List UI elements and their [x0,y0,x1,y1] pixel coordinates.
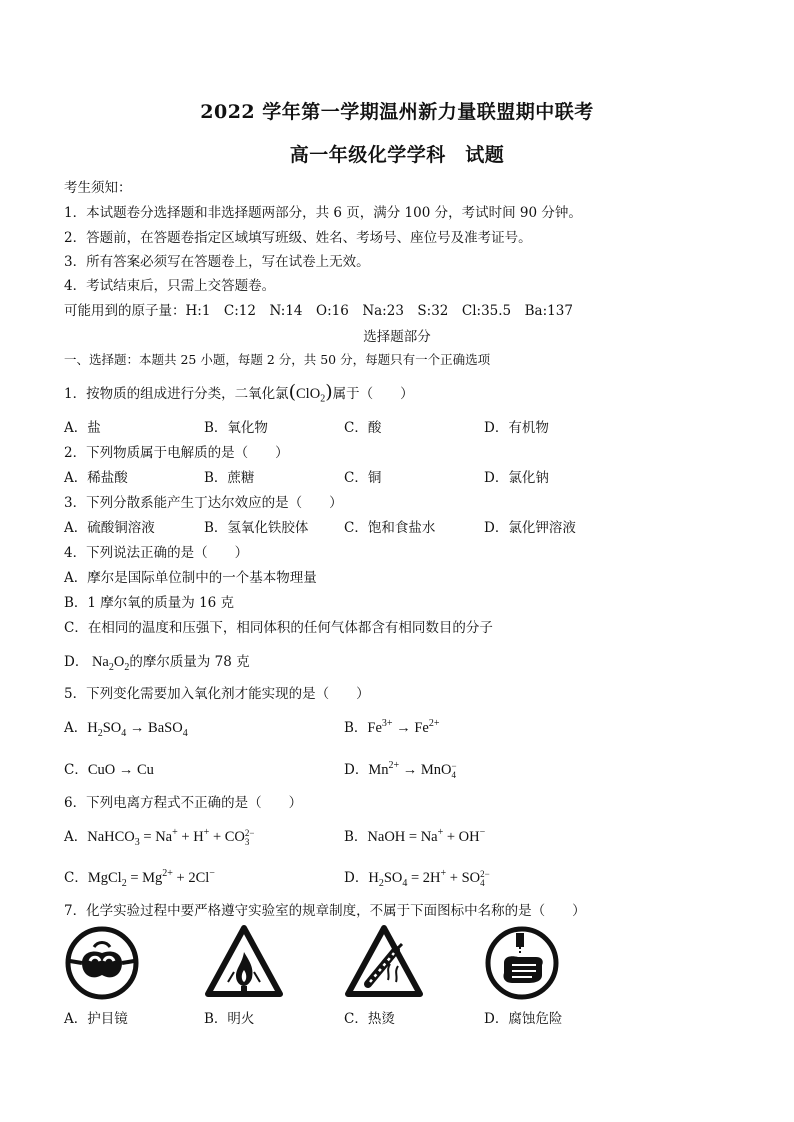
option-c: C．热烫 [344,1011,395,1027]
option-b: B．氧化物 [204,420,268,436]
hot-surface-icon [344,922,424,1002]
section-intro: 一、选择题：本题共 25 小题，每题 2 分，共 50 分，每题只有一个正确选项 [64,352,491,367]
option-d: D．$Mn^{2+}$ → MnO − 4 [344,760,457,780]
option-b: B．NaOH = Na+ + OH− [344,827,486,845]
open-flame-icon [204,922,284,1002]
atomic-masses: 可能用到的原子量：H:1 C:12 N:14 O:16 Na:23 S:32 Cl:35.5 Ba:137 [64,303,573,319]
goggles-icon [64,925,140,1001]
option-a: A．$H_2SO_4$ → BaSO$_4$ [64,720,188,739]
question-6-stem: 6．下列电离方程式不正确的是（ ） [64,795,303,811]
option-c: C．铜 [344,470,382,486]
question-1-stem: 1．按物质的组成进行分类，二氧化氯(ClO$_2$)属于（ ） [64,381,414,405]
question-2-stem: 2．下列物质属于电解质的是（ ） [64,445,289,461]
option-a: A．NaHCO$_3$ = Na+ + H+ + CO 2− 3 [64,827,255,848]
option-a: A．稀盐酸 [64,470,128,486]
option-d: D．腐蚀危险 [484,1011,563,1027]
option-d: D． $Na_2O_2$的摩尔质量为 78 克 [64,654,250,673]
option-b: B．蔗糖 [204,470,255,486]
notice-item: 3．所有答案必须写在答题卷上，写在试卷上无效。 [64,254,370,270]
exam-subtitle: 高一年级化学学科 试题 [289,144,505,166]
notice-item: 1．本试题卷分选择题和非选择题两部分，共 6 页，满分 100 分，考试时间 90 分钟。 [64,205,582,221]
option-b: B．明火 [204,1011,255,1027]
question-5-stem: 5．下列变化需要加入氧化剂才能实现的是（ ） [64,686,370,702]
option-c: C．在相同的温度和压强下，相同体积的任何气体都含有相同数目的分子 [64,620,493,636]
notice-heading: 考生须知： [64,180,132,196]
option-d: D．$H_2SO_4 = 2H^+$ + SO 2− 4 [344,868,490,889]
question-4-stem: 4．下列说法正确的是（ ） [64,545,249,561]
option-d: D．氯化钾溶液 [484,520,576,536]
option-b: B．$Fe^{3+} \to Fe^{2+}$ [344,718,440,736]
notice-item: 4．考试结束后，只需上交答题卷。 [64,278,276,294]
corrosive-icon [484,925,560,1001]
notice-item: 2．答题前，在答题卷指定区域填写班级、姓名、考场号、座位号及准考证号。 [64,230,532,246]
option-a: A．硫酸铜溶液 [64,520,155,536]
option-d: D．氯化钠 [484,470,549,486]
exam-title: 2022 学年第一学期温州新力量联盟期中联考 [200,101,594,123]
option-a: A．摩尔是国际单位制中的一个基本物理量 [64,570,317,586]
option-c: C．酸 [344,420,382,436]
question-3-stem: 3．下列分散系能产生丁达尔效应的是（ ） [64,495,343,511]
option-b: B．氢氧化铁胶体 [204,520,309,536]
option-c: C．饱和食盐水 [344,520,436,536]
option-c: C．CuO → Cu [64,762,154,778]
question-7-stem: 7．化学实验过程中要严格遵守实验室的规章制度，不属于下面图标中名称的是（ ） [64,903,586,919]
section-title: 选择题部分 [363,329,431,345]
option-a: A．护目镜 [64,1011,128,1027]
option-c: C．MgCl$_2$ = $Mg^{2+} + 2Cl^-$ [64,868,215,889]
option-d: D．有机物 [484,420,549,436]
option-a: A．盐 [64,420,101,436]
option-b: B．1 摩尔氧的质量为 16 克 [64,595,235,611]
